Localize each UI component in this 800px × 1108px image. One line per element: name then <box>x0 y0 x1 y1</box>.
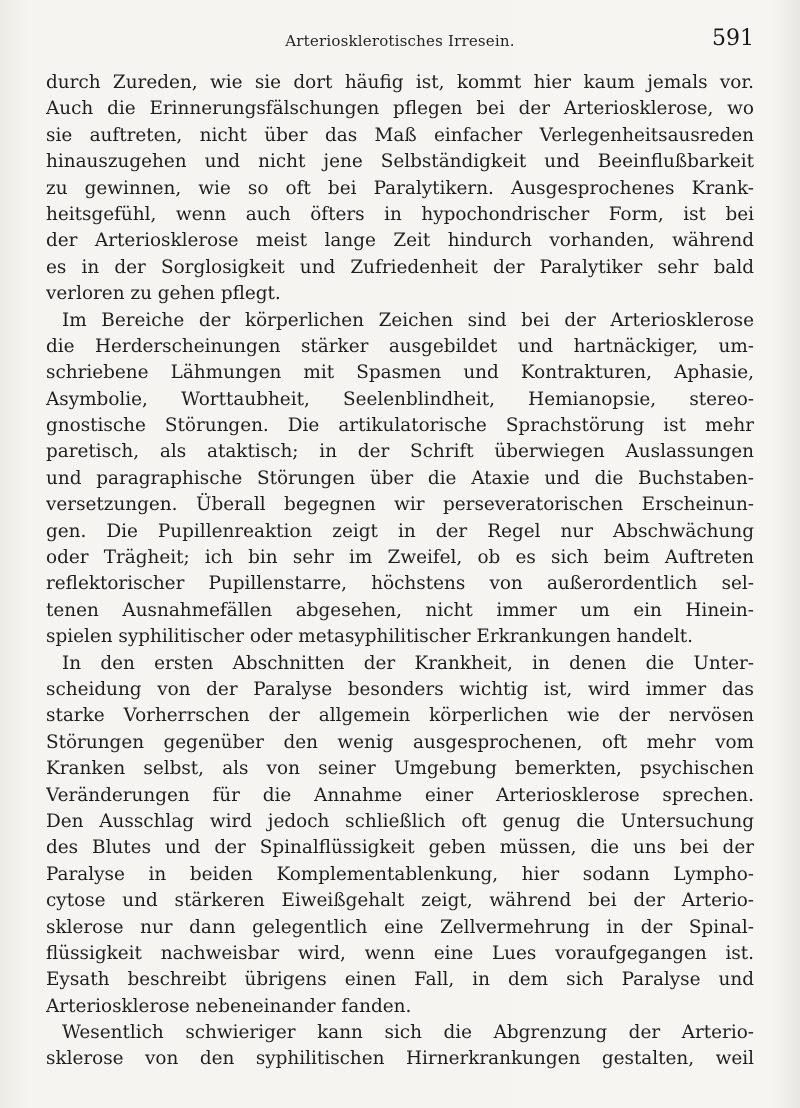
paragraph-2 <box>46 308 754 651</box>
page-number: 591 <box>712 26 754 51</box>
text-line: die Herderscheinungen stärker ausgebildet und hartnäckiger, um- <box>46 335 754 357</box>
text-line: der Arteriosklerose meist lange Zeit hindurch vorhanden, während <box>46 230 754 252</box>
text-line: gnostische Störungen. Die artikulatorische Sprachstörung ist mehr <box>46 415 754 437</box>
text-line: sklerose nur dann gelegentlich eine Zellvermehrung in der Spinal- <box>46 916 754 938</box>
paragraph-1 <box>46 70 754 308</box>
text-line: gen. Die Pupillenreaktion zeigt in der Regel nur Abschwächung <box>46 520 754 542</box>
text-line: Asymbolie, Worttaubheit, Seelenblindheit, Hemianopsie, stereo- <box>46 388 754 410</box>
text-line: Kranken selbst, als von seiner Umgebung bemerkten, psychischen <box>46 758 754 780</box>
text-line: hinauszugehen und nicht jene Selbständigkeit und Beeinflußbarkeit <box>46 151 754 173</box>
text-line: Störungen gegenüber den wenig ausgesprochenen, oft mehr vom <box>46 731 754 753</box>
paragraph-3 <box>46 651 754 1020</box>
text-line: Im Bereiche der körperlichen Zeichen sind bei der Arteriosklerose <box>62 309 754 331</box>
text-line: versetzungen. Überall begegnen wir perseveratorischen Erscheinun- <box>46 494 754 516</box>
running-title: Arteriosklerotisches Irresein. <box>285 32 515 50</box>
text-line: scheidung von der Paralyse besonders wichtig ist, wird immer das <box>46 678 754 700</box>
text-line: In den ersten Abschnitten der Krankheit, in denen die Unter- <box>62 652 754 674</box>
paragraph-4 <box>46 1020 754 1073</box>
text-line: Den Ausschlag wird jedoch schließlich oft genug die Untersuchung <box>46 810 754 832</box>
text-line: Auch die Erinnerungsfälschungen pflegen bei der Arteriosklerose, wo <box>46 98 754 120</box>
running-head <box>46 26 754 56</box>
text-line: schriebene Lähmungen mit Spasmen und Kontrakturen, Aphasie, <box>46 362 754 384</box>
text-line: sie auftreten, nicht über das Maß einfacher Verlegenheitsausreden <box>46 124 754 146</box>
text-line: paretisch, als ataktisch; in der Schrift überwiegen Auslassungen <box>46 441 754 463</box>
text-line: zu gewinnen, wie so oft bei Paralytikern. Ausgesprochenes Krank- <box>46 177 754 199</box>
text-line: es in der Sorglosigkeit und Zufriedenheit der Paralytiker sehr bald <box>46 256 754 278</box>
text-line: reflektorischer Pupillenstarre, höchstens von außerordentlich sel- <box>46 573 754 595</box>
text-line: des Blutes und der Spinalflüssigkeit geben müssen, die uns bei der <box>46 837 754 859</box>
text-line: cytose und stärkeren Eiweißgehalt zeigt, während bei der Arterio- <box>46 890 754 912</box>
body-text <box>46 70 754 1073</box>
text-line: verloren zu gehen pflegt. <box>46 283 281 305</box>
text-line: Eysath beschreibt übrigens einen Fall, in dem sich Paralyse und <box>46 969 754 991</box>
text-line: spielen syphilitischer oder metasyphilitischer Erkrankungen handelt. <box>46 626 693 648</box>
text-line: Paralyse in beiden Komplementablenkung, hier sodann Lympho- <box>46 863 754 885</box>
text-line: oder Trägheit; ich bin sehr im Zweifel, ob es sich beim Auftreten <box>46 547 754 569</box>
text-line: Arteriosklerose nebeneinander fanden. <box>46 995 412 1017</box>
text-line: sklerose von den syphilitischen Hirnerkrankungen gestalten, weil <box>46 1048 754 1070</box>
text-line: flüssigkeit nachweisbar wird, wenn eine Lues voraufgegangen ist. <box>46 942 754 964</box>
text-line: starke Vorherrschen der allgemein körperlichen wie der nervösen <box>46 705 754 727</box>
text-line: und paragraphische Störungen über die Ataxie und die Buchstaben- <box>46 467 754 489</box>
text-line: tenen Ausnahmefällen abgesehen, nicht immer um ein Hinein- <box>46 599 754 621</box>
text-line: durch Zureden, wie sie dort häufig ist, kommt hier kaum jemals vor. <box>46 72 754 93</box>
text-line: Wesentlich schwieriger kann sich die Abgrenzung der Arterio- <box>62 1022 754 1044</box>
text-line: Veränderungen für die Annahme einer Arteriosklerose sprechen. <box>46 784 754 806</box>
text-line: heitsgefühl, wenn auch öfters in hypochondrischer Form, ist bei <box>46 203 754 225</box>
